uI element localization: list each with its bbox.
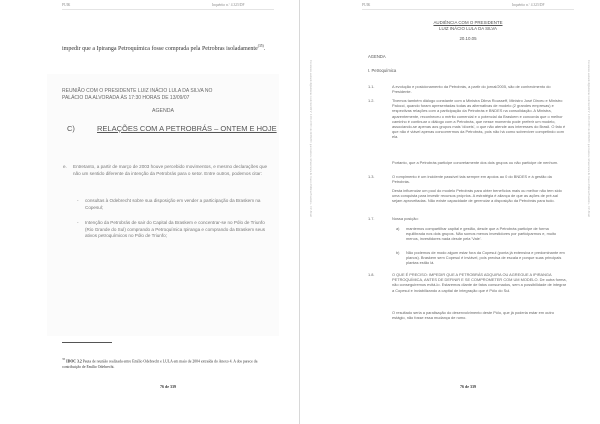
- left-header-left: PUIK: [62, 3, 71, 7]
- right-header-left: PUIK: [362, 3, 371, 7]
- right-header-right: Inquérito n.º 4.325/DF: [512, 3, 545, 7]
- paragraph-text: Desta influenciar um pool do modelo Petrobrás para obter benefícios mais ou melhor não tem sido uma conquista para investir recursos próprios. A estratégia é aliança de que as ações de pré-sal sejam aproveitadas. Não existe capacidade de gerenciar a disposição da Petrobrás para tudo.: [392, 188, 562, 204]
- paragraph-text: Portanto, que a Petrobrás participe concretamente dos dois grupos ou não participe de nenhum.: [392, 160, 559, 165]
- left-header-right: Inquérito n.º 4.325/DF: [212, 3, 245, 7]
- intro-sup: (35): [257, 44, 264, 48]
- meeting-line-2: PALÁCIO DA ALVORADA ÀS 17:30 HORAS DE 13/09/07: [62, 95, 190, 101]
- footnote: [62, 356, 274, 370]
- intro-body: impedir que a Ipiranga Petroquímica fosse comprada pela Petrobras isoladamente: [62, 46, 258, 52]
- paragraph-text: O rompimento é um incidente passível tais sempre em apoios ao 0 do BNDES e à gestão da Petrobrás.: [392, 174, 552, 185]
- paragraph-number: 1.2.: [368, 98, 375, 103]
- scanned-audience-document: [362, 12, 574, 378]
- intro-text: impedir que a Ipiranga Petroquímica fosse comprada pela Petrobras isoladamente$^{(35)}$.: [62, 44, 266, 52]
- digital-signature-note-right: Documento assinado digitalmente conforme MP n° 2.200-2/2001 de 24/08/2001 que institui a Infraestrutura de Chaves Públicas Brasileira - ICP-Brasil: [587, 60, 590, 217]
- footnote-text: Pauta de reunião realizada entre Emílio Odebrecht e LULA em maio de 2004 extraída do Anexo 4. A dos parece da contribuição de Emílio Odebrecht.: [62, 359, 258, 370]
- section-petroquimica: I. Petroquímica: [368, 68, 397, 73]
- scan-agenda: AGENDA: [152, 108, 174, 114]
- paragraph-text: mantemos compartilhar capital e gestão, desde que a Petrobrás participe de forma equilibrada nos dois grupos. Não somos menos investidores por participarmos e, muito menos, investidores nada desde pela 'Vale'.: [406, 226, 557, 242]
- title-line-2: LUIZ INÁCIO LULA DA SILVA: [439, 26, 497, 31]
- right-page: [300, 0, 599, 424]
- footnote-label: 35: [62, 357, 66, 361]
- footnote-doc: IDOC 3.2: [66, 359, 82, 364]
- left-header-rule: [62, 9, 274, 10]
- meeting-line-1: REUNIÃO COM O PRESIDENTE LUIZ INÁCIO LULA DA SILVA NO: [62, 88, 213, 94]
- paragraph-text: O resultado seria a paralisação do desenvolvimento deste Pólo, que já poderia estar em outro estágio, não fosse essa mudança de rumo.: [392, 310, 554, 321]
- section-title: RELAÇÕES COM A PETROBRÁS – ONTEM E HOJE: [97, 124, 277, 133]
- paragraph-number: 1.3.: [368, 174, 375, 179]
- paragraph-text: Tivemos também diálogo constante com a Ministra Dilma Rousseff, Ministro José Dirceu e Ministro Palocci, quando foram apresentadas todas as alternativas de modelo (2 grandes empresas) e respectivas relações com a participação da Petrobrás e BNDES na consolidação. A Ministra, aparentemente, reconheceu o mérito comercial e o potencial da Braskem e concorda que o melhor caminho é continuar o diálogo com a Petrobrás, que nesse momento pode preferir um modelo, associando-se apenas aos grupos mais 'dóceis', o que não atende aos interesses do Brasil. O fato é que não é viável apenas concorrermos da Petrobrás, pois não há como sobreviver competindo com ela.: [392, 98, 566, 140]
- title-line-1: AUDIÊNCIA COM O PRESIDENTE: [433, 20, 503, 25]
- right-page-number: 76 de 339: [460, 384, 476, 389]
- digital-signature-note-left: Documento assinado digitalmente conforme MP n° 2.200-2/2001 de 24/08/2001 que institui a Infraestrutura de Chaves Públicas Brasileira - ICP-Brasil: [309, 60, 312, 217]
- item-letter: e.: [63, 164, 67, 169]
- bullet-2: Intenção da Petrobrás de sair do Capital da Braskem e concentrar-se no Pólo de Triunfo (Rio Grande do Sul) comprando a Petroquímica Ipiranga e comprando da Braskem seus ativos petroquímicos no Pólo de Triunfo;: [85, 220, 266, 239]
- left-page-number: 76 de 339: [160, 384, 176, 389]
- scanned-document: [47, 74, 279, 336]
- left-page: [0, 0, 299, 424]
- footnote-rule: [62, 342, 112, 343]
- paragraph-text: O QUE É PRECISO: IMPEDIR QUE A PETROBRÁS ADQUIRA OU AGREGUE A IPIRANGA PETROQUÍMICA, ANTES DE DEFINIR E SE COMPROMETER COM UM MODELO. De outra forma, não conseguiremos evitá-lo. Estaremos diante de fatos consumados, sem a possibilidade de integrar a Copesul e inviabilizando a capital de integração que é Pólo do Sul.: [392, 272, 567, 293]
- paragraph-text: Não podemos de modo algum estar fora da Copesul (ponta já extensiva e predominante em planos). Braskem sem Copesul é inviável, pois precisa de escala e porque suas principais plantas estão lá.: [406, 250, 565, 266]
- paragraph-number: 1.1.: [368, 84, 375, 89]
- paragraph-number: b): [396, 250, 400, 255]
- paragraph-number: 1.7.: [368, 216, 375, 221]
- item-text: Entretanto, a partir de março de 2003 houve percebido movimentos, e mesmo declarações que não um sentido diferente da intenção da Petrobrás para o setor. Entre outros, podemos citar:: [73, 164, 268, 176]
- bullet-1: consultas à Odebrecht sobre sua disposição em vender a participação da Braskem na Copesul;: [85, 198, 261, 210]
- paragraph-text: Nossa posição:: [392, 216, 419, 221]
- bullet-dash: -: [77, 220, 79, 225]
- paragraph-text: A evolução e posicionamento da Petrobrás, a partir do jornal/2005, são de conhecimento do Presidente.: [392, 84, 551, 95]
- bullet-dash: -: [77, 198, 79, 203]
- paragraph-number: a): [396, 226, 400, 231]
- right-header-rule: [362, 9, 574, 10]
- paragraph-number: 1.8.: [368, 272, 375, 277]
- audience-date: 20.10.05: [459, 36, 477, 41]
- section-title-row: [67, 124, 277, 133]
- right-agenda: AGENDA: [368, 54, 386, 59]
- section-number: C): [67, 124, 75, 133]
